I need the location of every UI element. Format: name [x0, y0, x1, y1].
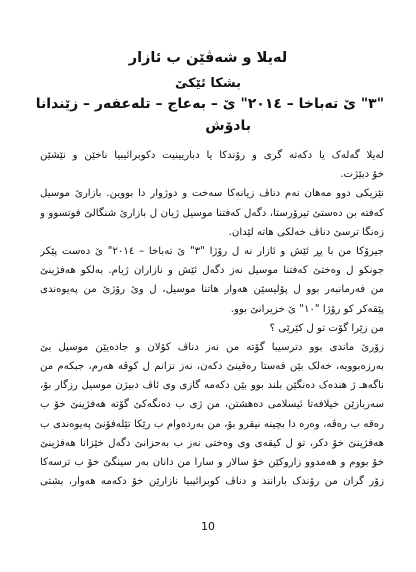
text-line: زۆرێ ماندی بوو دترسیبا گۆتە من نەز دناڤ کۆلان و جادەیێن موسیل بێ [40, 341, 384, 353]
text-line: کەفتە بن دەستێ تیرۆرستا، دگەل کەفتنا موسیل ژیان ل بازارێ شنگالێ فوتسوو و [40, 207, 384, 219]
text-line: پێقەکر کو رۆژا "١٠" ێ خزیرانێ بوو. [230, 303, 384, 315]
section-subtitle: بشکا ئێکێ [175, 76, 241, 91]
text-line: من فەرمانبەر بوو ل پۆلیسێن هەوار هاتنا موسیل، ل وێ رۆژێ من پەیوەندی [40, 284, 384, 296]
text-line: لەیلا گەلەک یا دکەتە گری و رۆندکا یا دباریینیت دکوبرائیبیا ناخێن و نێشێن [40, 150, 384, 161]
text-line: زۆر گران من رۆندک بارانند و دناڤ کوبرائیبیا نازارێن خۆ دکەمە هەوار، بشتی [40, 476, 384, 488]
text-line: بەرزەبوویە، خەلک بێن قەستا رەڤینێ دکەن، نەز نزانم ل کوڤە هەرم، جبکەم من [40, 361, 384, 373]
body-text [40, 146, 384, 491]
heading-date-line: "٣" ێ تەباخا – ٢٠١٤" ێ – بەعاج – تلەعفەر – زێندانا [35, 96, 384, 112]
text-line: هەفژینێ خۆ دکر، تو ل کیقەی وی وەختی نەز ب بەحزانێ دگەل خێزانا هەفژینێ [40, 437, 384, 449]
text-line: رەقە ب رەڤە، وەرە دا بچینە نیقرو بۆ، من بەردەوام ب رێکا تێلەفۆنێ پەیوەندی ب [40, 418, 384, 430]
text-line: زەنگا ترسێ دناڤ خەلکی هاتە لێدان. [228, 226, 384, 238]
text-line: جیرۆکا من با پڕ ئێش و ئازار نە ل رۆژا "٣" ێ تەباخا – ٢٠١٤" ێ دەست پێکر [40, 245, 384, 257]
heading-place: بادۆش [205, 118, 251, 134]
page-title: لەیلا و شەڤێن ب ئازار [128, 50, 288, 66]
text-line: خۆ دبێژت. [340, 169, 384, 181]
page-number: 10 [201, 520, 215, 533]
text-line: سەربازێن خیلافەتا ئیسلامی دەهشتن، من ژی ب دەنگەکێ گۆتە هەفژینێ خۆ ب [40, 399, 384, 411]
text-line: ناگەهـ ژ هندەک دەنگێن بلند بوو بێن دکەمە گازی وی ئاڤ دبیژن موسیل رزگار بۆ، [40, 380, 384, 392]
text-line: من زێرا گۆت تو ل کێرێی ؟ [269, 322, 384, 334]
text-line: جونکو ل وەختێ کەفتنا موسیل نەز دگەل ئێش و نازاران ژیام. بەلکو هەفژینێ [40, 265, 384, 277]
text-line: نێزیکی دوو مەهان نەم دناڤ زیانەکا سەخت و دوژوار دا بووین. بازارێ موسیل [40, 188, 384, 200]
text-line: خۆ بووم و هەمدوو زاروکێن خۆ سالار و سارا من دانان بەر سینگێ خۆ ب ترسەکا [40, 457, 384, 468]
